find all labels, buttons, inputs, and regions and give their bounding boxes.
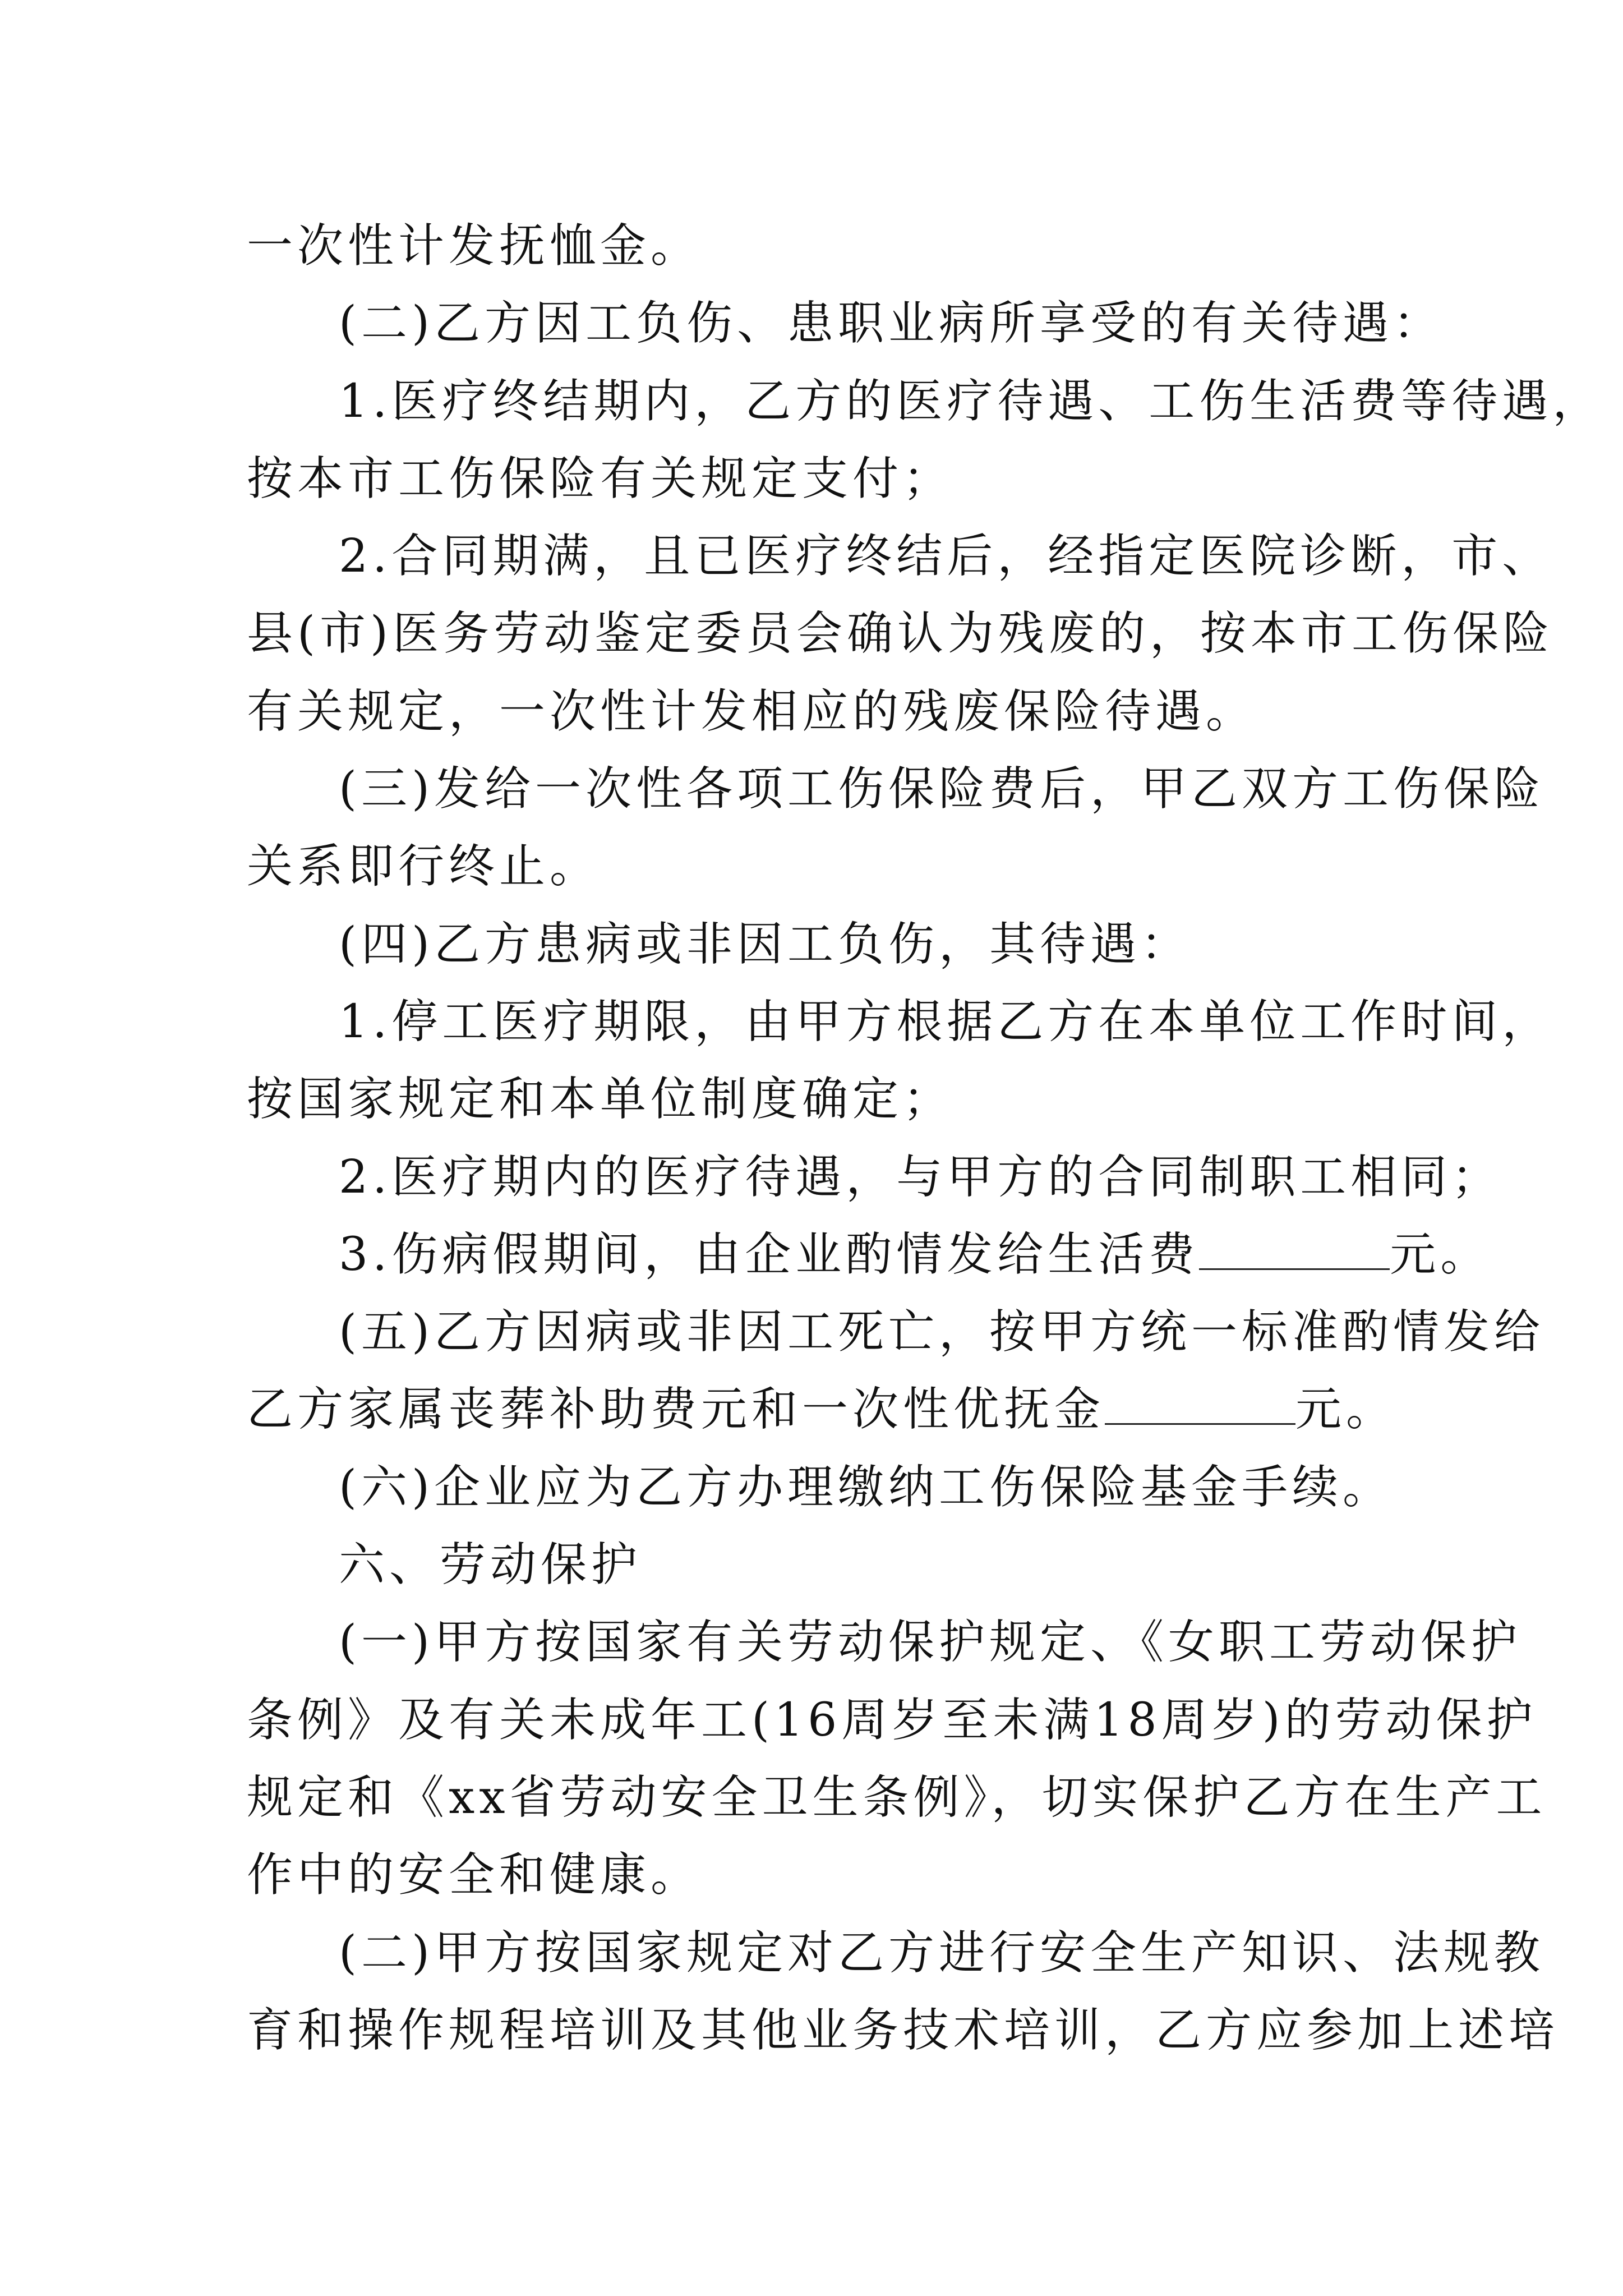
text-line: 有关规定，一次性计发相应的残废保险待遇。 (247, 684, 1257, 738)
text-line: (二)甲方按国家规定对乙方进行安全生产知识、法规教 (339, 1926, 1544, 1980)
text-line: (三)发给一次性各项工伤保险费后，甲乙双方工伤保险 (339, 762, 1544, 816)
text-line-with-blank (247, 1371, 1397, 1448)
document-body (247, 208, 1603, 2069)
text-line: 规定和《xx省劳动安全卫生条例》，切实保护乙方在生产工 (247, 1770, 1547, 1824)
fill-in-blank (1105, 1389, 1295, 1425)
text-line: (一)甲方按国家有关劳动保护规定、《女职工劳动保护 (339, 1616, 1521, 1669)
text-line: 条例》及有关未成年工(16周岁至未满18周岁)的劳动保护 (247, 1693, 1537, 1747)
text-line: 2.医疗期内的医疗待遇，与甲方的合同制职工相同； (339, 1150, 1502, 1204)
text-line: 县(市)医务劳动鉴定委员会确认为残废的，按本市工伤保险 (247, 607, 1553, 661)
fill-in-blank (1199, 1235, 1390, 1270)
section-heading: 六、劳动保护 (339, 1538, 642, 1592)
text-line: 一次性计发抚恤金。 (247, 219, 702, 273)
text-line: 育和操作规程培训及其他业务技术培训，乙方应参加上述培 (247, 2003, 1560, 2057)
text-line: (四)乙方患病或非因工负伤，其待遇： (339, 917, 1191, 971)
text-line: (六)企业应为乙方办理缴纳工伤保险基金手续。 (339, 1460, 1393, 1514)
text-line: 按本市工伤保险有关规定支付； (247, 452, 954, 505)
line-text: 3.伤病假期间，由企业酌情发给生活费 (339, 1227, 1200, 1281)
text-line: 2.合同期满，且已医疗终结后，经指定医院诊断，市、 (339, 530, 1553, 583)
line-text: 乙方家属丧葬补助费元和一次性优抚金 (247, 1383, 1105, 1437)
text-line: 按国家规定和本单位制度确定； (247, 1073, 954, 1126)
text-line: 作中的安全和健康。 (247, 1848, 702, 1902)
text-line: 1.停工医疗期限，由甲方根据乙方在本单位工作时间， (339, 995, 1553, 1048)
text-line: (二)乙方因工负伤、患职业病所享受的有关待遇： (339, 297, 1444, 351)
text-line: 1.医疗终结期内，乙方的医疗待遇、工伤生活费等待遇， (339, 374, 1603, 428)
text-line: 关系即行终止。 (247, 840, 601, 894)
line-text: 元。 (1295, 1383, 1397, 1437)
text-line: (五)乙方因病或非因工死亡，按甲方统一标准酌情发给 (339, 1305, 1544, 1359)
text-line-with-blank (247, 1216, 1491, 1294)
line-text: 元。 (1390, 1227, 1491, 1281)
